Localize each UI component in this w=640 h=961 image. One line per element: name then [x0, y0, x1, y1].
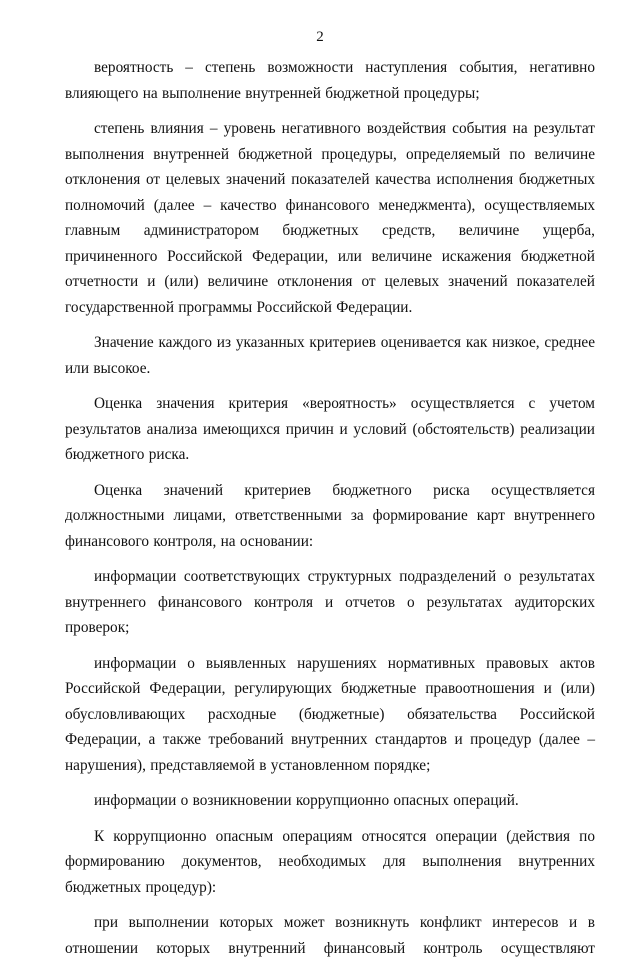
paragraph-probability-definition: вероятность – степень возможности наступления события, негативно влияющего на выполнение внутренней бюджетной процедуры; — [65, 59, 595, 102]
paragraph-criteria-values: Значение каждого из указанных критериев оценивается как низкое, среднее или высокое. — [65, 334, 595, 377]
paragraph-info-violations: информации о выявленных нарушениях нормативных правовых актов Российской Федерации, регулирующих бюджетные правоотношения и (или) обусловливающих расходные (бюджетные) обязательства Российской Федерации, а также требований внутренних стандартов и процедур (далее – нарушения), представляемой в установленном порядке; — [65, 654, 595, 774]
paragraph-info-corruption: информации о возникновении коррупционно опасных операций. — [94, 792, 519, 809]
page-number: 2 — [316, 29, 324, 45]
paragraph-risk-assessment: Оценка значений критериев бюджетного риска осуществляется должностными лицами, ответственными за формирование карт внутреннего финансового контроля, на основании: — [65, 481, 595, 550]
paragraph-corruption-operations: К коррупционно опасным операциям относятся операции (действия по формированию документов, необходимых для выполнения внутренних бюджетных процедур): — [65, 827, 595, 896]
paragraph-conflict-of-interest: при выполнении которых может возникнуть конфликт интересов и в отношении которых внутренний финансовый контроль осуществляют — [65, 914, 595, 957]
document-body — [65, 55, 595, 961]
paragraph-info-structural-units: информации соответствующих структурных подразделений о результатах внутреннего финансового контроля и отчетов о результатах аудиторских проверок; — [65, 568, 595, 636]
paragraph-probability-assessment: Оценка значения критерия «вероятность» осуществляется с учетом результатов анализа имеющихся причин и условий (обстоятельств) реализации бюджетного риска. — [65, 395, 595, 463]
paragraph-impact-definition: степень влияния – уровень негативного воздействия события на результат выполнения внутренней бюджетной процедуры, определяемый по величине отклонения от целевых значений показателей качества исполнения бюджетных полномочий (далее – качество финансового менеджмента), осуществляемых главным администратором бюджетных средств, величине ущерба, причиненного Российской Федерации, или величине искажения бюджетной отчетности и (или) величине отклонения от целевых значений показателей государственной программы Российской Федерации. — [65, 120, 595, 316]
